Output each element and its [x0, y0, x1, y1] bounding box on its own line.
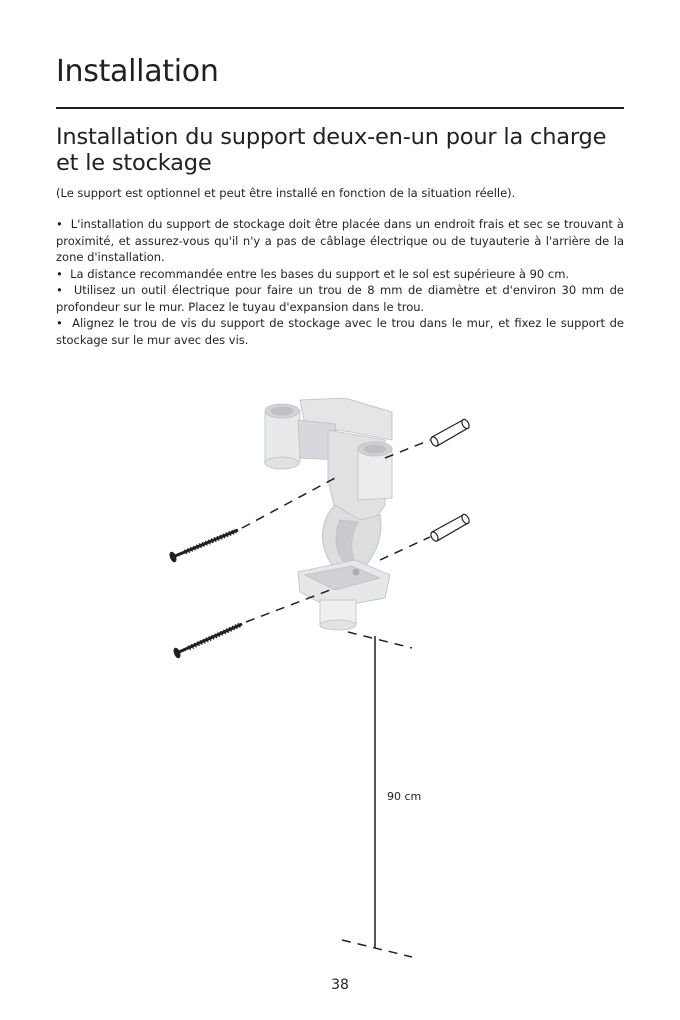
instruction-item: • Utilisez un outil électrique pour faire un trou de 8 mm de diamètre et d'environ 30 mm de profondeur sur le mur. Placez le tuyau d'expansion dans le trou. [56, 282, 624, 315]
instruction-item: • La distance recommandée entre les bases du support et le sol est supérieure à 90 cm. [56, 266, 624, 283]
screw-top [169, 530, 238, 563]
instruction-item: • Alignez le trou de vis du support de stockage avec le trou dans le mur, et fixez le support de stockage sur le mur avec des vis. [56, 315, 624, 348]
screw-bottom [173, 624, 242, 659]
expansion-anchor-bottom [429, 513, 470, 542]
section-title: Installation du support deux-en-un pour la charge et le stockage [56, 124, 607, 176]
height-dimension-label: 90 cm [387, 790, 422, 803]
page-heading: Installation [56, 54, 219, 89]
storage-bracket [265, 398, 392, 630]
optional-note: (Le support est optionnel et peut être installé en fonction de la situation réelle). [56, 186, 516, 200]
page-number: 38 [331, 977, 349, 993]
expansion-anchor-top [429, 418, 470, 447]
instruction-item: • L'installation du support de stockage doit être placée dans un endroit frais et sec se trouvant à proximité, et assurez-vous qu'il n'y a pas de câblage électrique ou de tuyauterie à l'arrière de la zone d'installation. [56, 216, 624, 266]
